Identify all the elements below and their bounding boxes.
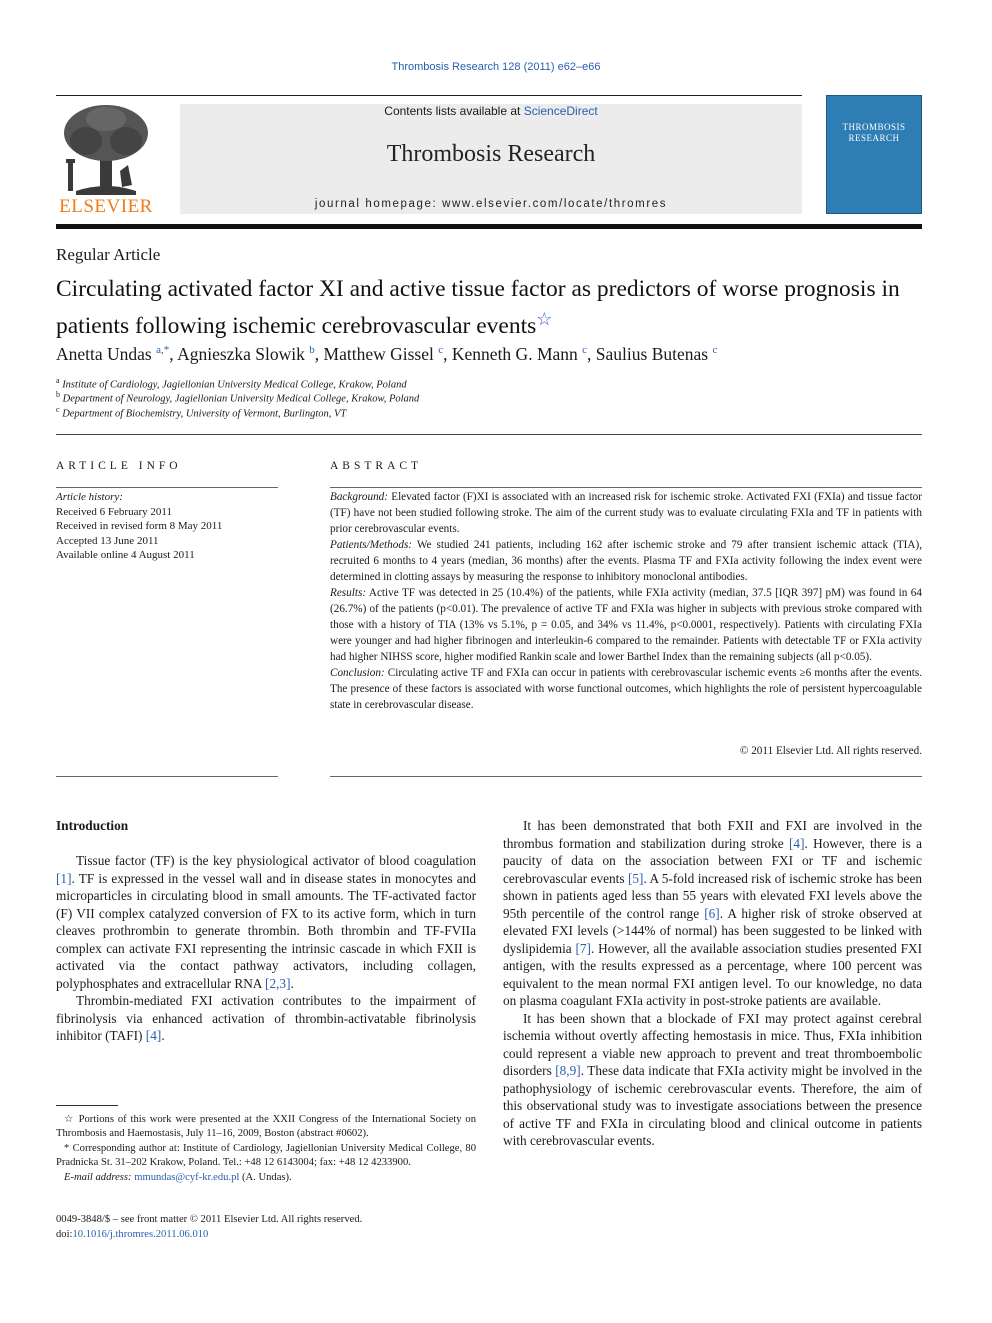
journal-name: Thrombosis Research <box>386 141 596 167</box>
author-list: Anetta Undas $^{a,*}$, Agnieszka Slowik $^b$, Matthew Gissel $^c$, Kenneth G. Mann $^c$, Saulius Butenas $^c$ <box>56 344 718 364</box>
body-paragraph <box>503 1010 922 1150</box>
email-link[interactable]: mmundas@cyf-kr.edu.pl <box>134 1171 240 1183</box>
abstract-conclusion-text: Circulating active TF and FXIa can occur in patients with cerebrovascular ischemic events ≥6 months after the events. The presence of these factors is associated with worse functional outcomes, which highlights the role of persistent hypercoagulable state in cerebrovascular disease. <box>330 667 922 711</box>
footnote-text: Portions of this work were presented at the XXII Congress of the International Society on Thrombosis and Haemostasis, July 11–16, 2009, Boston (abstract #0602). <box>56 1114 476 1140</box>
author-affiliation-mark[interactable]: c <box>712 344 718 357</box>
body-paragraph <box>56 852 476 992</box>
cover-title-line-2: RESEARCH <box>848 133 900 143</box>
author-affiliation-mark[interactable]: b <box>309 344 315 357</box>
body-text: . <box>161 1028 165 1043</box>
body-text: . However, all the available association studies presented FXI antigen, with the results expressed as a percentage, where 100 percent was equivalent to the mean normal FXI antigen level. To our knowledge, no data on plasma coagulant FXIa activity in post-stroke patients are available. <box>503 940 922 1008</box>
abstract-conclusion <box>330 665 922 713</box>
cover-title <box>826 122 922 144</box>
journal-cover-thumbnail[interactable] <box>826 95 922 214</box>
citation-link[interactable]: [1] <box>56 870 72 886</box>
abstract-background-text: Elevated factor (F)XI is associated with an increased risk for ischemic stroke. Activated FXI (FXIa) and tissue factor (TF) have not been studied following stroke. The aim of the current study was to evaluate circulating FXIa and TF in patients with prior cerebrovascular events. <box>330 491 922 535</box>
body-text: . However, there is a paucity of data on the association between FXI or TF and ischemic cerebrovascular events <box>503 835 922 886</box>
sciencedirect-link[interactable]: ScienceDirect <box>523 104 598 118</box>
citation-link[interactable]: [5] <box>627 870 644 886</box>
body-text: . A 5-fold increased risk of ischemic stroke has been shown in patients aged less than 55 years with elevated FXI levels above the 95th percentile of the control range <box>503 870 922 921</box>
footnote-star-icon: ☆ <box>64 1114 75 1125</box>
abstract-background-label: Background: <box>330 491 388 503</box>
history-accepted: Accepted 13 June 2011 <box>56 534 159 547</box>
abstract-results-label: Results: <box>330 587 367 599</box>
doi-line <box>56 1228 476 1243</box>
affiliation-mark: b <box>56 390 60 399</box>
affiliation-text: Institute of Cardiology, Jagiellonian University Medical College, Krakow, Poland <box>62 379 407 391</box>
affiliation-text: Department of Biochemistry, University of Vermont, Burlington, VT <box>62 408 347 420</box>
journal-homepage[interactable]: journal homepage: www.elsevier.com/locate/thromres <box>314 198 668 210</box>
footnote-email <box>56 1171 476 1185</box>
issn-block <box>56 1213 476 1242</box>
footnote-text: Corresponding author at: Institute of Cardiology, Jagiellonian University Medical College, 80 Pradnicka St. 31–202 Krakow, Poland. Tel.: +48 12 6143004; fax: +48 12 4233900. <box>56 1142 476 1169</box>
contents-line <box>180 104 802 118</box>
affiliation-mark: a <box>56 376 60 385</box>
citation-link[interactable]: [4] <box>145 1028 162 1043</box>
abstract-methods <box>330 537 922 585</box>
body-text: . TF is expressed in the vessel wall and in disease states in monocytes and microparticles in circulating blood in small amounts. The TF-activated factor (F) VII complex catalyzed conversion of FX to its active form, which in turn cleaves prothrombin to generate thrombin. Both thrombin and TF-FVIIa complex can activate FXI representing the intrinsic cascade in which FXII is activated via the contact pathway activators, including collagen, polyphosphates and extracellular RNA <box>56 870 476 991</box>
article-title-text: Circulating activated factor XI and active tissue factor as predictors of worse prognosis in patients following ischemic cerebrovascular events <box>56 276 900 339</box>
body-paragraph <box>503 817 922 1010</box>
article-history <box>56 490 280 563</box>
history-label: Article history: <box>56 491 123 503</box>
header-thick-rule <box>56 224 922 229</box>
abstract-heading: ABSTRACT <box>330 460 423 472</box>
body-right-column <box>503 817 922 1150</box>
author-affiliation-mark[interactable]: c <box>582 344 588 357</box>
affiliation-mark: c <box>56 405 60 414</box>
abstract-bottom-rule <box>330 776 922 777</box>
footnote-corresponding <box>56 1142 476 1171</box>
affiliation <box>56 405 346 420</box>
author-name: Agnieszka Slowik <box>177 344 305 364</box>
citation-link[interactable]: [2,3] <box>265 975 291 991</box>
issn-line: 0049-3848/$ – see front matter © 2011 Elsevier Ltd. All rights reserved. <box>56 1214 363 1225</box>
abstract-conclusion-label: Conclusion: <box>330 667 385 679</box>
email-label: E-mail address: <box>64 1171 132 1183</box>
footnote-presentation <box>56 1113 476 1142</box>
author-name: Saulius Butenas <box>595 344 709 364</box>
abstract-methods-label: Patients/Methods: <box>330 539 413 551</box>
history-received: Received 6 February 2011 <box>56 505 172 518</box>
history-revised: Received in revised form 8 May 2011 <box>56 520 223 532</box>
footnote-text: (A. Undas). <box>239 1171 292 1183</box>
article-info-rule <box>56 487 278 488</box>
elsevier-wordmark: ELSEVIER <box>59 196 153 217</box>
section-type: Regular Article <box>56 245 161 264</box>
abstract-copyright: © 2011 Elsevier Ltd. All rights reserved. <box>739 745 922 757</box>
article-title <box>56 274 922 341</box>
abstract-methods-text: We studied 241 patients, including 162 after ischemic stroke and 79 after transient ischemic attack (TIA), recruited 6 months to 4 years (median, 36 months) after the events. Plasma TF and FXIa activity following the index event were determined in clotting assays by measuring the response to inhibitory monoclonal antibodies. <box>330 539 922 583</box>
body-text: Thrombin-mediated FXI activation contributes to the impairment of fibrinolysis via enhanced activation of thrombin-activatable fibrinolysis inhibitor (TAFI) <box>56 993 476 1043</box>
abstract-rule <box>330 487 922 488</box>
citation-link[interactable]: [4] <box>789 835 805 851</box>
citation-link[interactable]: [8,9] <box>555 1063 581 1078</box>
article-info-bottom-rule <box>56 776 278 777</box>
footnotes <box>56 1113 476 1185</box>
citation-link[interactable]: [6] <box>704 905 720 921</box>
title-block-rule <box>56 434 922 435</box>
title-footnote-star-icon[interactable]: ☆ <box>536 309 553 329</box>
body-text: Tissue factor (TF) is the key physiological activator of blood coagulation <box>76 853 476 868</box>
author-name: Anetta Undas <box>56 344 152 364</box>
introduction-heading: Introduction <box>56 818 129 833</box>
body-text: . These data indicate that FXIa activity might be involved in the pathophysiology of ischemic cerebrovascular events. Therefore, the aim of this observational study was to investigate associations between the presence of active TF and FXIa in circulating blood and clinical outcome in patients with cerebrovascular events. <box>503 1063 922 1148</box>
article-info-heading: ARTICLE INFO <box>56 460 182 472</box>
body-left-column <box>56 852 476 1045</box>
author-affiliation-mark[interactable]: c <box>438 344 444 357</box>
author-name: Kenneth G. Mann <box>451 344 578 364</box>
body-text: . A higher risk of stroke observed at elevated FXI levels (>144% of normal) has been suggested to be linked with dyslipidemia <box>503 905 922 956</box>
cover-title-line-1: THROMBOSIS <box>842 122 906 132</box>
abstract-body <box>330 489 922 713</box>
affiliation-text: Department of Neurology, Jagiellonian University Medical College, Krakow, Poland <box>62 393 420 405</box>
journal-citation[interactable]: Thrombosis Research 128 (2011) e62–e66 <box>391 61 601 73</box>
citation-link[interactable]: [7] <box>575 940 591 956</box>
header-rule <box>56 95 802 96</box>
affiliation <box>56 390 419 405</box>
author-affiliation-mark[interactable]: a,* <box>156 344 170 357</box>
footnote-rule <box>56 1105 118 1106</box>
body-text: It has been demonstrated that both FXII and FXI are involved in the thrombus formation and stabilization during stroke <box>503 818 922 851</box>
affiliation <box>56 376 407 391</box>
body-text: . <box>290 975 294 991</box>
abstract-results-text: Active TF was detected in 25 (10.4%) of the patients, while FXIa activity (median, 37.5 [IQR 397] pM) was found in 64 (26.7%) of the patients (p<0.01). The prevalence of active TF and FXIa was higher in subjects with previous stroke compared with those with a history of TIA (13% vs 5.1%, p = 0.05, and 34% vs 11.4%, p<0.0001, respectively). Patients with circulating FXIa were younger and had higher fibrinogen and interleukin-6 compared to the remainder. Patients with detectable TF or FXIa activity had higher NIHSS score, higher modified Rankin scale and lower Barthel Index than the remaining subjects (all p<0.05). <box>330 587 922 663</box>
doi-label: doi: <box>56 1228 73 1240</box>
history-online: Available online 4 August 2011 <box>56 549 195 561</box>
footnote-asterisk: * <box>64 1142 70 1154</box>
body-paragraph <box>56 992 476 1045</box>
doi-link[interactable]: 10.1016/j.thromres.2011.06.010 <box>72 1228 209 1240</box>
abstract-background <box>330 489 922 537</box>
abstract-results <box>330 585 922 665</box>
body-text: It has been shown that a blockade of FXI may protect against cerebral ischemia without overtly affecting hemostasis in mice. Thus, FXIa inhibition could represent a viable new approach to prevent and treat thromboembolic disorders <box>503 1010 922 1078</box>
contents-prefix: Contents lists available at <box>384 104 524 118</box>
author-name: Matthew Gissel <box>323 344 434 364</box>
